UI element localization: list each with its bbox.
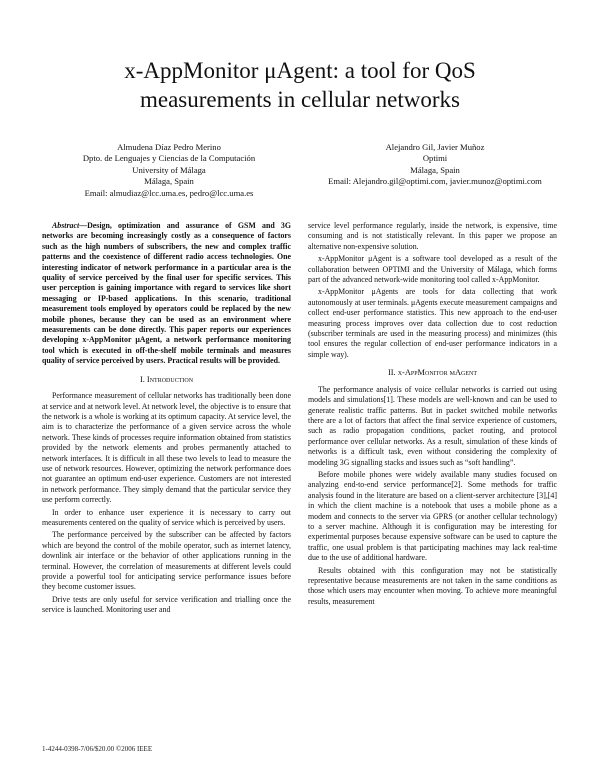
left-column xyxy=(42,221,291,618)
paragraph: Performance measurement of cellular networks has traditionally been done at service and at network level. At network level, the objective is to ensure that the network is a whole is working at its optimum capacity. At service level, the aim is to characterize the performance of a given service across the whole network. These kinds of processes require information obtained from statistics provided by the network elements and probes permanently attached to network interfaces. It is difficult in all these two levels to lead to measure the use of network resources. However, optimizing the network performance does not guarantee an optimum end-user experience. Customers are not interested in network performance. They simply demand that the particular service they use perform correctly. xyxy=(42,391,291,505)
paragraph: The performance analysis of voice cellular networks is carried out using models and simulations[1]. These models are well-known and can be used to generate realistic traffic patterns. But in packet switched mobile networks there are a lot of factors that affect the final service experience of customers, such as radio propagation conditions, packet routing, and protocol performance over cellular networks. As a result, simulation of these kinds of networks is a difficult task, even without considering the complexity of modeling 3G signalling stacks and issues such as “soft handling”. xyxy=(308,384,557,467)
author-affiliation: Dpto. de Lenguajes y Ciencias de la Computación xyxy=(82,153,256,164)
author-location: Málaga, Spain xyxy=(144,176,194,187)
author-name: Almudena Díaz Pedro Merino xyxy=(117,142,221,152)
paragraph: Results obtained with this configuration may not be statistically representative because measurements are not taken in the same conditions as those which users may encounter when moving. To achieve more meaningful results, measurement xyxy=(308,565,557,606)
paragraph: x-AppMonitor μAgents are tools for data collecting that work autonomously at user terminals. μAgents execute measurement campaigns and collect end-user performance statistics. This new approach to the end-user measuring process improves over data collection due to cost reduction (subscriber terminals are used in the measuring process) and minimizes (this tool ensures the regular collection of end-user performance indicators in a simple way). xyxy=(308,287,557,359)
paragraph: Before mobile phones were widely available many studies focused on analyzing end-to-end service performance[2]. Some methods for traffic analysis found in the literature are based on a client-server architecture [3],[4] in which the client machine is a notebook that uses a mobile phone as a modem and connects to the server via GPRS (or another cellular technology) to a server machine. Although it is configuration may be interesting for experimental purposes because expensive software can be used to capture the traffic, one usual problem is that participating machines may lack real-time due to the use of additional hardware. xyxy=(308,469,557,563)
abstract-label: Abstract xyxy=(52,221,80,230)
author-affiliation: Optimi xyxy=(422,153,448,164)
paragraph: In order to enhance user experience it is necessary to carry out measurements centered on the quality of service which is perceived by users. xyxy=(42,507,291,527)
paragraph: Drive tests are only useful for service verification and trialling once the service is launched. Monitoring user and xyxy=(42,594,291,615)
author-email: Email: Alejandro.gil@optimi.com, javier.munoz@optimi.com xyxy=(328,176,542,187)
abstract xyxy=(42,221,291,367)
author-email: Email: almudiaz@lcc.uma.es, pedro@lcc.uma.es xyxy=(84,187,254,198)
abstract-text: —Design, optimization and assurance of GSM and 3G networks are becoming increasingly costly as a consequence of factors such as the high numbers of subscribers, the new and complex traffic patterns and the coexistence of different radio access technologies. One interesting indicator of network performance in a particular area is the quality of service perceived by the final user for specific services. This user perception is gaining importance with regard to services like short messaging or IP-based applications. In this scenario, traditional measurement tools employed by operators could be replaced by the new mobile phones, because they can be used as an environment where measurements can be done directly. This paper reports our experiences developing x-AppMonitor μAgent, a network performance monitoring tool which is executed in off-the-shelf mobile terminals and measures quality of service perceived by users. Practical results will be provided. xyxy=(42,221,291,366)
paragraph: The performance perceived by the subscriber can be affected by factors which are beyond the control of the mobile operator, such as internet latency, downlink air interface or the behavior of other applications running in the terminal. However, the correlation of measurements at different levels could provide a powerful tool for anticipating service performance issues before they become customer issues. xyxy=(42,530,291,592)
copyright-footer: 1-4244-0398-7/06/$20.00 ©2006 IEEE xyxy=(42,745,153,753)
paragraph: x-AppMonitor μAgent is a software tool developed as a result of the collaboration between OPTIMI and the University of Málaga, which forms part of the advanced network-wide monitoring tool called x-AppMonitor. xyxy=(308,254,557,285)
section-heading-xappmonitor: II. x-AppMonitor μAgent xyxy=(387,368,478,378)
title-line-2: measurements in cellular networks xyxy=(140,87,460,112)
author-block-1 xyxy=(44,142,294,199)
author-block-2 xyxy=(300,142,570,188)
author-affiliation: University of Málaga xyxy=(132,164,206,175)
author-name: Alejandro Gil, Javier Muñoz xyxy=(385,142,485,152)
section-heading-introduction: I. Introduction xyxy=(139,374,194,384)
author-affiliation: Málaga, Spain xyxy=(410,164,460,175)
paragraph: service level performance regularly, inside the network, is expensive, time consuming and is not statistically relevant. In this paper we propose an alternative non-expensive solution. xyxy=(308,221,557,251)
title-line-1: x-AppMonitor μAgent: a tool for QoS xyxy=(124,58,476,83)
right-column xyxy=(308,221,557,609)
paper-title xyxy=(0,56,600,114)
